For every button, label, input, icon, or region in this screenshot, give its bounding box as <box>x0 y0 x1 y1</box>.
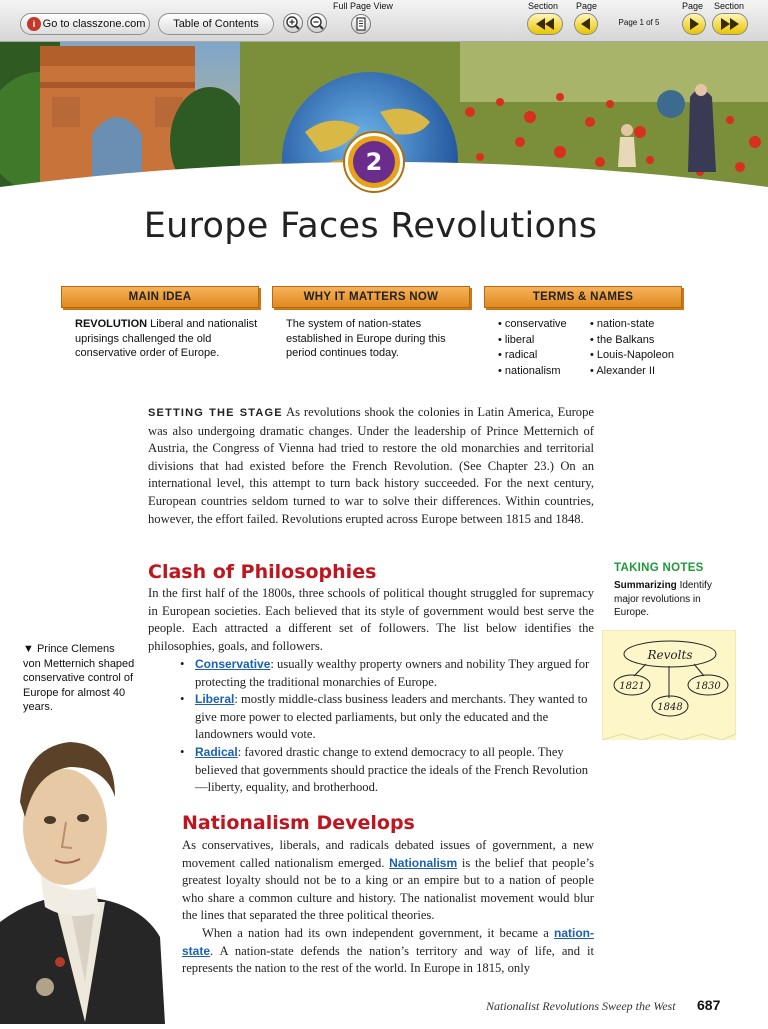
taking-notes-title: TAKING NOTES <box>614 562 704 574</box>
previous-page-icon[interactable] <box>574 13 598 35</box>
page-indicator: Page 1 of 5 <box>618 18 660 27</box>
next-page-icon[interactable] <box>682 13 706 35</box>
terms-list-col2 <box>590 317 700 379</box>
list-item-text: : mostly middle-class business leaders and merchants. They wanted to give more power to elected parliaments, but only the educated and the landowners would vote. <box>195 692 588 742</box>
diagram-node-label: 1830 <box>695 681 721 692</box>
nationalism-develops-heading: Nationalism Develops <box>182 812 415 834</box>
setting-the-stage-label: SETTING THE STAGE <box>148 407 283 419</box>
next-section-icon[interactable] <box>712 13 748 35</box>
diagram-center-label: Revolts <box>647 648 693 662</box>
toolbar <box>0 0 768 42</box>
term-item[interactable]: • liberal <box>498 333 588 349</box>
list-item: • Radical: favored drastic change to extend democracy to all people. They believed that governments should practice the ideals of the French Revolution—liberty, equality, and brotherhood. <box>180 744 589 795</box>
page-label-left: Page <box>576 1 598 11</box>
term-item[interactable]: • Alexander II <box>590 364 700 380</box>
nationalism-paragraph-1 <box>182 837 594 925</box>
taking-notes-instructions <box>614 579 724 620</box>
section-label-left: Section <box>528 1 559 11</box>
caption-text: Prince Clemens von Metternich shaped conservative control of Europe for almost 40 years. <box>23 643 135 713</box>
term-item[interactable]: • the Balkans <box>590 333 700 349</box>
term-link-radical[interactable]: Radical <box>195 744 238 759</box>
portrait-caption <box>23 642 135 715</box>
list-item-text: : usually wealthy property owners and nobility They argued for protecting the traditional monarchies of Europe. <box>195 657 590 689</box>
full-page-view-icon[interactable] <box>351 14 371 34</box>
main-idea-text <box>75 317 260 361</box>
clash-of-philosophies-heading: Clash of Philosophies <box>148 561 377 583</box>
metternich-portrait-image <box>0 722 165 1024</box>
terms-list-col1 <box>498 317 588 379</box>
section-label-right: Section <box>714 1 745 11</box>
paragraph-text: . A nation-state defends the nation’s territory and way of life, and it represents the nation to the rest of the world. In Europe in 1815, only <box>182 943 594 976</box>
term-link-nationalism[interactable]: Nationalism <box>389 855 458 870</box>
term-item[interactable]: • conservative <box>498 317 588 333</box>
paragraph-text: As conservatives, liberals, and radicals debated issues of government, a new movement called nationalism emerged. <box>182 838 594 870</box>
term-link-liberal[interactable]: Liberal <box>195 692 235 707</box>
classzone-globe-icon: i <box>27 17 41 31</box>
table-of-contents-button[interactable]: Table of Contents <box>158 13 274 35</box>
term-item[interactable]: • nation-state <box>590 317 700 333</box>
footer-chapter-title: Nationalist Revolutions Sweep the West <box>486 999 676 1013</box>
clash-intro-paragraph: In the first half of the 1800s, three schools of political thought struggled for supremacy in European societies. Each believed that its style of government would best serve the people. Each attracted a different set of followers. The list below identifies the philosophies, goals, and followers. <box>148 586 594 653</box>
taking-notes-lead: Summarizing <box>614 580 677 591</box>
term-item[interactable]: • radical <box>498 348 588 364</box>
list-item: • Conservative: usually wealthy property owners and nobility They argued for protecting the traditional monarchies of Europe. <box>180 657 590 689</box>
page-number: 687 <box>697 997 721 1013</box>
main-idea-lead: REVOLUTION <box>75 318 148 330</box>
term-link-nation-state[interactable]: nation-state <box>182 926 594 958</box>
term-link-conservative[interactable]: Conservative <box>195 657 271 671</box>
philosophy-list <box>180 656 600 797</box>
page-title: Europe Faces Revolutions <box>143 206 598 246</box>
list-item: • Liberal: mostly middle-class business leaders and merchants. They wanted to give more power to elected parliaments, but only the educated and the landowners would vote. <box>180 692 588 742</box>
zoom-in-icon[interactable] <box>283 13 303 33</box>
why-it-matters-text: The system of nation-states established in Europe during this period continues today. <box>286 318 446 359</box>
zoom-out-icon[interactable] <box>307 13 327 33</box>
diagram-node-label: 1821 <box>619 681 645 692</box>
caption-marker-icon: ▼ <box>23 643 34 655</box>
classzone-button-label: Go to classzone.com <box>42 18 146 30</box>
chapter-section-badge <box>345 133 403 191</box>
terms-names-header: TERMS & NAMES <box>484 286 682 308</box>
section-number: 2 <box>353 141 395 183</box>
main-idea-header: MAIN IDEA <box>61 286 259 308</box>
diagram-node-label: 1848 <box>657 702 683 713</box>
paragraph-text: is the belief that people’s greatest loyalty should not be to a king or an empire but to a nation of people who share a common culture and history. The nationalist movement would blur the lines that separated the three political theories. <box>182 855 594 923</box>
main-idea-body: Liberal and nationalist uprisings challenged the old conservative order of Europe. <box>75 318 258 359</box>
taking-notes-text: Identify major revolutions in Europe. <box>614 580 712 618</box>
classzone-button[interactable] <box>20 13 150 35</box>
revolts-diagram-card <box>602 630 736 740</box>
why-it-matters-header: WHY IT MATTERS NOW <box>272 286 470 308</box>
paragraph-text: When a nation had its own independent government, it became a <box>202 926 554 940</box>
full-page-view-label: Full Page View <box>333 1 393 11</box>
term-item[interactable]: • Louis-Napoleon <box>590 348 700 364</box>
previous-section-icon[interactable] <box>527 13 563 35</box>
list-item-text: : favored drastic change to extend democracy to all people. They believed that governments should practice the ideals of the French Revolution—liberty, equality, and brotherhood. <box>195 744 589 795</box>
page-label-right: Page <box>682 1 704 11</box>
setting-the-stage-paragraph <box>148 404 594 528</box>
nationalism-paragraph-2 <box>182 925 594 978</box>
term-item[interactable]: • nationalism <box>498 364 588 380</box>
setting-the-stage-text: As revolutions shook the colonies in Latin America, Europe was also undergoing dramatic changes. Under the leadership of Prince Metternich of Austria, the Congress of Vienna had tried to restore the old monarchies and territorial divisions that had existed before the French Revolution. (See Chapter 23.) On an international level, this attempt to turn back history succeeded. For the next century, European countries seldom turned to war to solve their differences. Within countries, however, the effort failed. Revolutions erupted across Europe between 1815 and 1848. <box>148 405 594 526</box>
